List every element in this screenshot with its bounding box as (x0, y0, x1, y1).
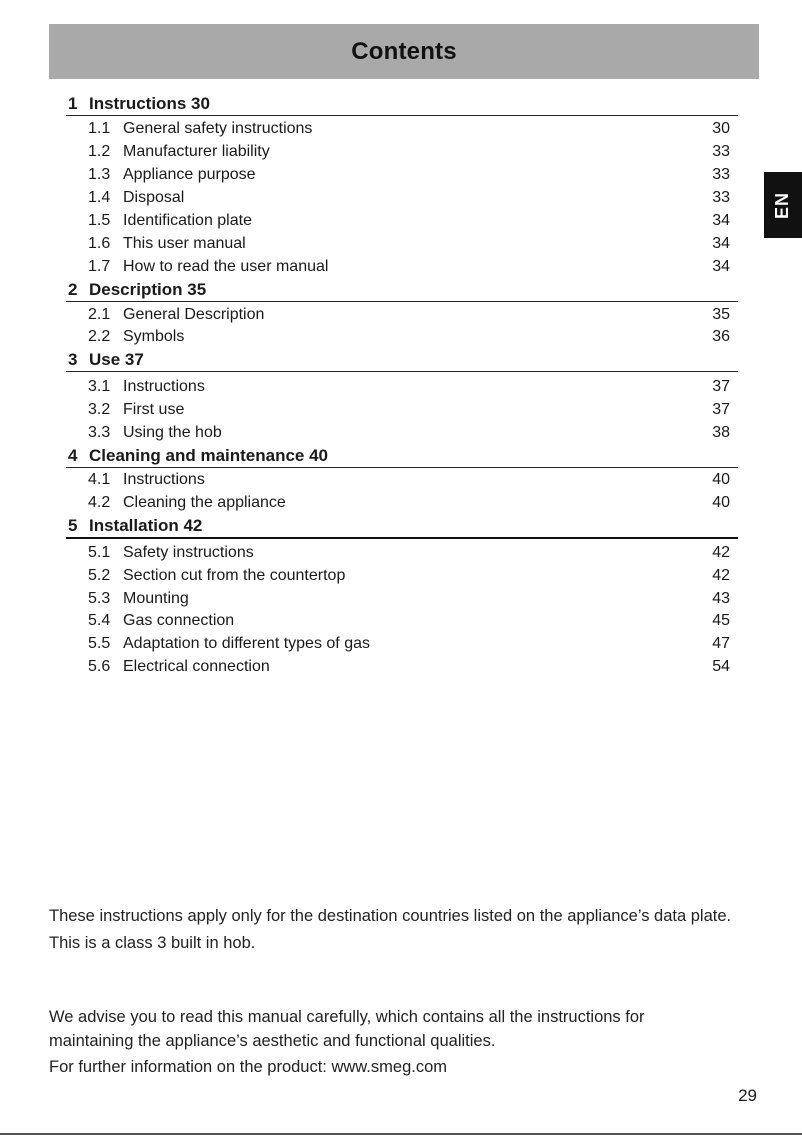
item-title: First use (123, 401, 185, 418)
toc-item-2-1[interactable] (88, 304, 732, 326)
item-page: 33 (712, 166, 730, 183)
item-number: 4.1 (88, 471, 111, 488)
toc-section-1[interactable] (66, 93, 738, 116)
item-title: Adaptation to different types of gas (123, 635, 370, 652)
toc-item-1-2[interactable] (88, 141, 732, 163)
section-number: 5 (68, 516, 78, 535)
item-title: General Description (123, 306, 265, 323)
item-page: 54 (712, 658, 730, 675)
item-page: 45 (712, 612, 730, 629)
toc-item-3-3[interactable] (88, 422, 732, 444)
item-title: This user manual (123, 235, 246, 252)
toc-item-4-2[interactable] (88, 492, 732, 514)
item-number: 1.7 (88, 258, 111, 275)
advice-line-2: maintaining the appliance’s aesthetic and functional qualities. (49, 1032, 496, 1050)
item-page: 33 (712, 143, 730, 160)
toc-item-5-6[interactable] (88, 656, 732, 678)
item-page: 37 (712, 401, 730, 418)
page-number: 29 (738, 1086, 757, 1105)
item-page: 47 (712, 635, 730, 652)
item-title: Using the hob (123, 424, 222, 441)
toc-item-1-1[interactable] (88, 118, 732, 140)
item-title: General safety instructions (123, 120, 313, 137)
item-title: Mounting (123, 590, 189, 607)
toc-item-2-2[interactable] (88, 326, 732, 348)
item-number: 1.3 (88, 166, 111, 183)
item-number: 3.3 (88, 424, 111, 441)
item-page: 34 (712, 212, 730, 229)
section-number: 2 (68, 280, 78, 299)
toc-item-4-1[interactable] (88, 469, 732, 491)
toc-item-5-2[interactable] (88, 565, 732, 587)
item-title: Disposal (123, 189, 185, 206)
toc-item-1-6[interactable] (88, 233, 732, 255)
item-title: Instructions (123, 471, 205, 488)
section-number: 1 (68, 94, 78, 113)
advice-line-1: We advise you to read this manual carefully, which contains all the instructions for (49, 1008, 645, 1026)
section-title: Installation 42 (89, 516, 203, 535)
item-page: 38 (712, 424, 730, 441)
item-page: 42 (712, 544, 730, 561)
item-number: 1.5 (88, 212, 111, 229)
item-page: 37 (712, 378, 730, 395)
section-title: Description 35 (89, 280, 207, 299)
section-title: Cleaning and maintenance 40 (89, 446, 329, 465)
item-number: 5.1 (88, 544, 111, 561)
item-page: 43 (712, 590, 730, 607)
item-page: 40 (712, 471, 730, 488)
class-note: This is a class 3 built in hob. (49, 934, 256, 952)
toc-item-3-2[interactable] (88, 399, 732, 421)
item-number: 5.2 (88, 567, 111, 584)
item-title: Section cut from the countertop (123, 567, 346, 584)
item-page: 30 (712, 120, 730, 137)
toc-item-1-4[interactable] (88, 187, 732, 209)
toc-section-4[interactable] (66, 445, 738, 468)
toc-item-1-7[interactable] (88, 256, 732, 278)
item-number: 4.2 (88, 494, 111, 511)
item-title: Identification plate (123, 212, 252, 229)
section-number: 3 (68, 350, 78, 369)
item-number: 1.6 (88, 235, 111, 252)
bottom-divider (0, 1133, 802, 1135)
destination-note: These instructions apply only for the destination countries listed on the appliance’s data plate. (49, 907, 732, 925)
item-title: How to read the user manual (123, 258, 329, 275)
toc-section-5[interactable] (66, 515, 738, 539)
item-page: 40 (712, 494, 730, 511)
contents-header (49, 24, 759, 79)
item-page: 33 (712, 189, 730, 206)
item-number: 3.1 (88, 378, 111, 395)
language-tab (764, 172, 802, 238)
item-number: 1.4 (88, 189, 111, 206)
item-title: Manufacturer liability (123, 143, 270, 160)
item-title: Electrical connection (123, 658, 270, 675)
item-page: 35 (712, 306, 730, 323)
toc-item-5-4[interactable] (88, 610, 732, 632)
item-title: Safety instructions (123, 544, 254, 561)
item-number: 2.1 (88, 306, 111, 323)
item-page: 36 (712, 328, 730, 345)
item-number: 3.2 (88, 401, 111, 418)
section-title: Instructions 30 (89, 94, 210, 113)
toc-section-3[interactable] (66, 349, 738, 372)
item-number: 5.6 (88, 658, 111, 675)
item-title: Cleaning the appliance (123, 494, 286, 511)
toc-item-3-1[interactable] (88, 376, 732, 398)
item-number: 1.2 (88, 143, 111, 160)
toc-item-1-3[interactable] (88, 164, 732, 186)
item-title: Appliance purpose (123, 166, 256, 183)
item-number: 2.2 (88, 328, 111, 345)
language-label: EN (772, 191, 793, 219)
item-number: 5.4 (88, 612, 111, 629)
item-page: 34 (712, 235, 730, 252)
item-page: 42 (712, 567, 730, 584)
page-title: Contents (351, 37, 457, 65)
item-title: Gas connection (123, 612, 235, 629)
toc-item-5-5[interactable] (88, 633, 732, 655)
toc-item-1-5[interactable] (88, 210, 732, 232)
item-page: 34 (712, 258, 730, 275)
item-title: Symbols (123, 328, 185, 345)
item-number: 1.1 (88, 120, 111, 137)
toc-section-2[interactable] (66, 279, 738, 302)
item-title: Instructions (123, 378, 205, 395)
section-number: 4 (68, 446, 78, 465)
item-number: 5.5 (88, 635, 111, 652)
item-number: 5.3 (88, 590, 111, 607)
section-title: Use 37 (89, 350, 144, 369)
toc-item-5-3[interactable] (88, 588, 732, 610)
toc-item-5-1[interactable] (88, 542, 732, 564)
further-info: For further information on the product: www.smeg.com (49, 1058, 447, 1076)
